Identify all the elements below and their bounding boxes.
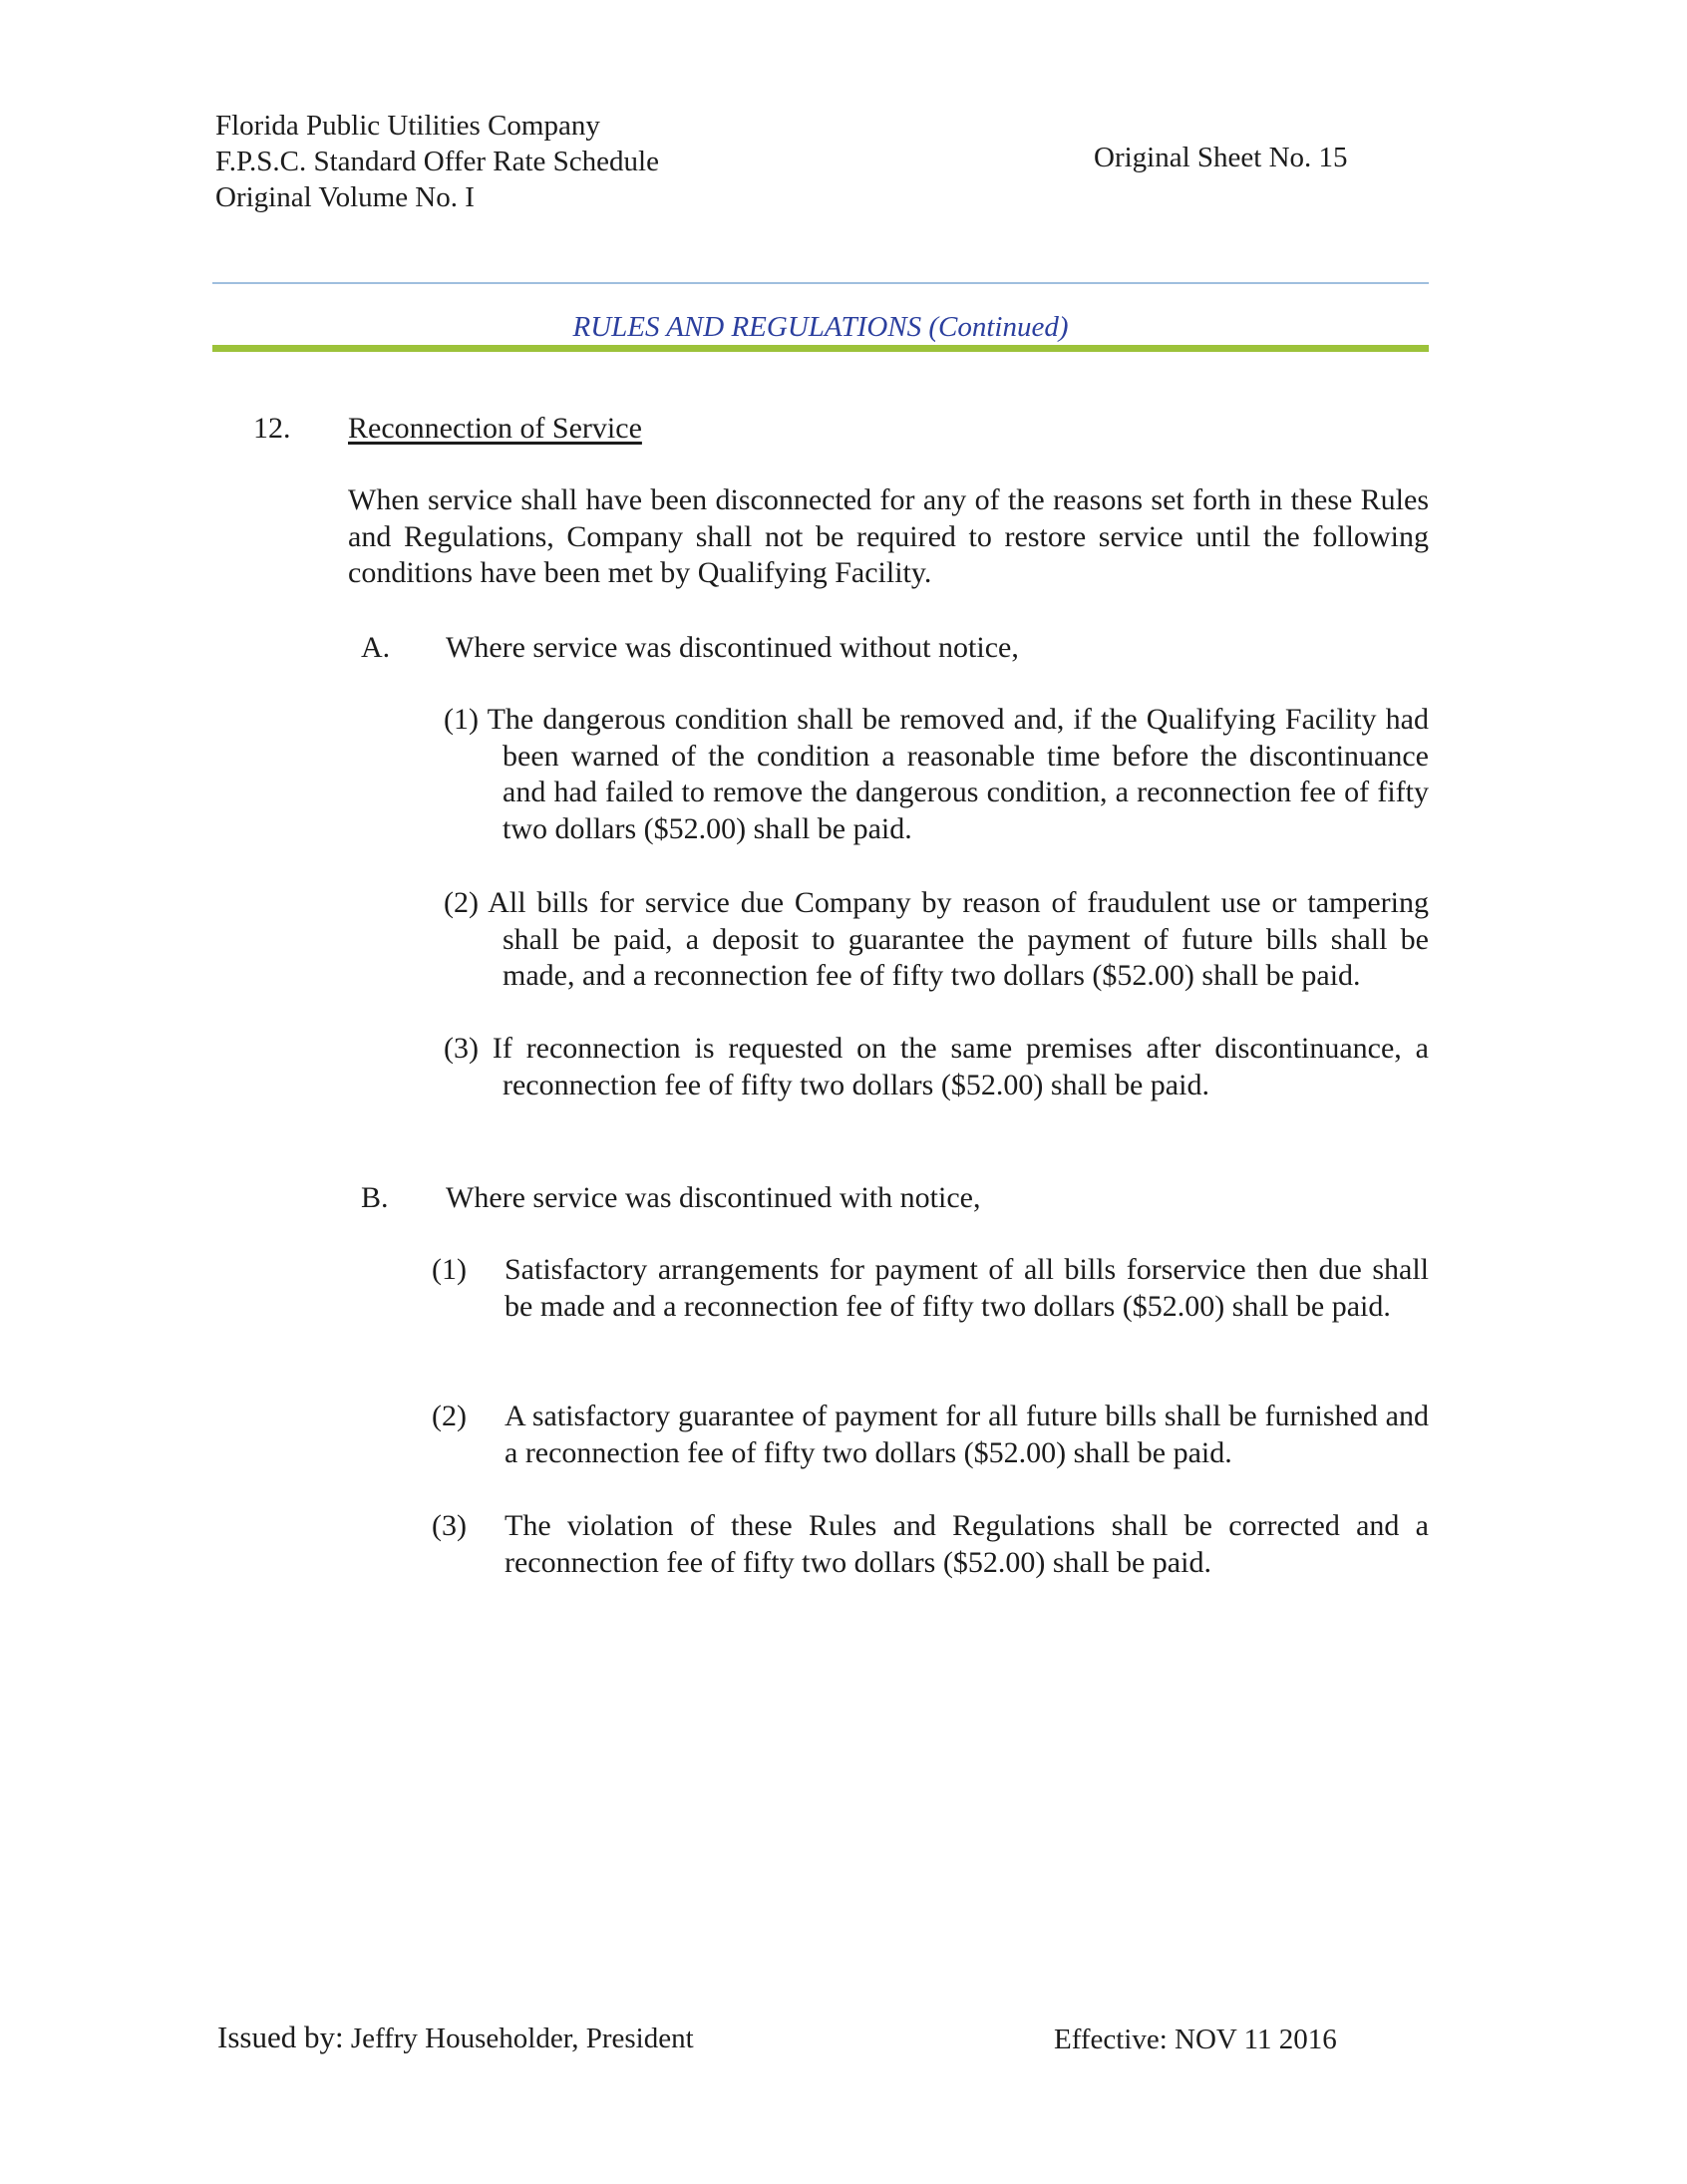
section-a-item-2: (2) All bills for service due Company by reason of fraudulent use or tampering shall be paid, a deposit to guarantee the payment of future bills shall be made, and a reconnection fee of fifty two dollars ($52.00) shall be paid. (444, 886, 1429, 992)
section-b-item-3-text: The violation of these Rules and Regulations shall be corrected and a reconnection fee of fifty two dollars ($52.00) shall be paid. (505, 1509, 1429, 1579)
section-b-heading: Where service was discontinued with notice, (446, 1181, 981, 1214)
section-b-item-1-text: Satisfactory arrangements for payment of all bills forservice then due shall be made and a reconnection fee of fifty two dollars ($52.00) shall be paid. (505, 1253, 1429, 1323)
section-a-letter: A. (361, 631, 391, 664)
section-a-heading: Where service was discontinued without notice, (446, 631, 1019, 664)
section-title: RULES AND REGULATIONS (Continued) (572, 311, 1069, 343)
issued-by (217, 2020, 694, 2056)
issued-by-label: Issued by: (217, 2020, 344, 2054)
section-a-item-1: (1) The dangerous condition shall be removed and, if the Qualifying Facility had been warned of the condition a reasonable time before the discontinuance and had failed to remove the dangerous condition, a reconnection fee of fifty two dollars ($52.00) shall be paid. (444, 703, 1429, 845)
rate-schedule: F.P.S.C. Standard Offer Rate Schedule (215, 146, 659, 177)
section-a-item-3: (3) If reconnection is requested on the same premises after discontinuance, a reconnection fee of fifty two dollars ($52.00) shall be paid. (444, 1032, 1429, 1101)
header-divider (212, 282, 1429, 284)
section-b-item-3-number: (3) (432, 1509, 467, 1542)
header-left (215, 108, 659, 215)
section-divider (212, 345, 1429, 352)
issued-by-name: Jeffry Householder, President (350, 2023, 694, 2054)
effective-date: Effective: NOV 11 2016 (1054, 2024, 1337, 2055)
intro-paragraph: When service shall have been disconnected for any of the reasons set forth in these Rules and Regulations, Company shall not be required to restore service until the following conditions have been met by Qualifying Facility. (348, 483, 1429, 589)
item-number: 12. (253, 412, 291, 445)
company-name: Florida Public Utilities Company (215, 110, 600, 142)
sheet-number: Original Sheet No. 15 (1094, 142, 1348, 173)
item-title: Reconnection of Service (348, 412, 642, 445)
section-b-letter: B. (361, 1181, 389, 1214)
section-b-item-2-text: A satisfactory guarantee of payment for all future bills shall be furnished and a reconnection fee of fifty two dollars ($52.00) shall be paid. (505, 1400, 1429, 1469)
section-b-item-2-number: (2) (432, 1400, 467, 1432)
volume-number: Original Volume No. I (215, 181, 475, 213)
section-b-item-1-number: (1) (432, 1253, 467, 1286)
